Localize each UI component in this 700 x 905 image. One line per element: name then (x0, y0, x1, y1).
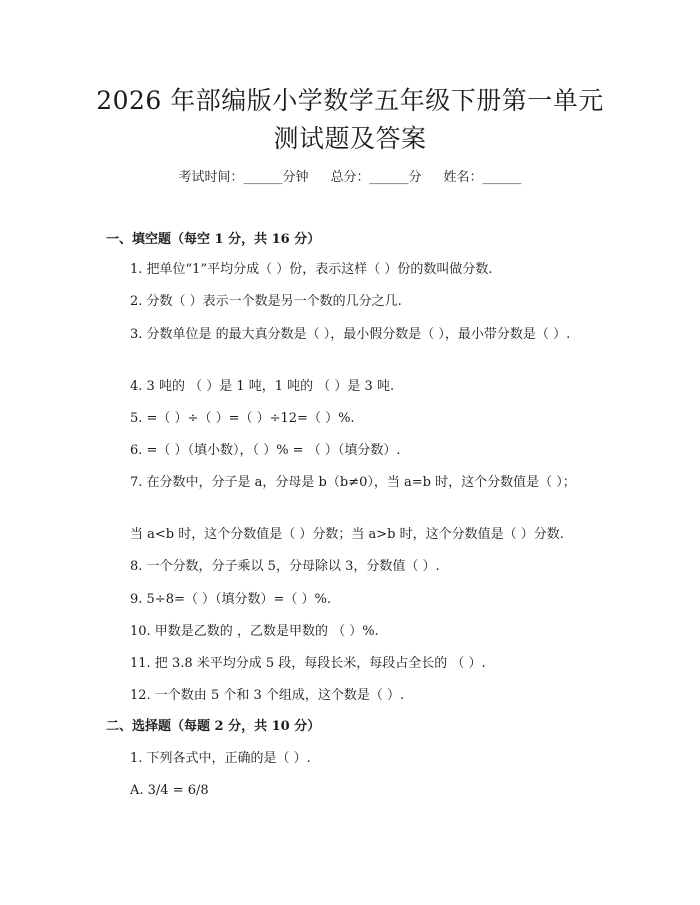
exam-time-label: 考试时间：______分钟 (178, 170, 309, 185)
question-1-1: 1. 把单位“1”平均分成（ ）份，表示这样（ ）份的数叫做分数. (130, 262, 493, 277)
question-1-2: 2. 分数（ ）表示一个数是另一个数的几分之几. (130, 294, 402, 309)
question-2-1-option-a: A. 3/4 = 6/8 (130, 783, 209, 798)
section-1-heading: 一、填空题（每空 1 分，共 16 分） (106, 232, 321, 247)
question-1-12: 12. 一个数由 5 个和 3 个组成，这个数是（ ）. (130, 688, 405, 703)
question-1-7-continued: 当 a<b 时，这个分数值是（ ）分数；当 a>b 时，这个分数值是（ ）分数. (130, 527, 564, 542)
student-name-label: 姓名：______ (443, 170, 522, 185)
document-title (0, 82, 700, 158)
question-1-11: 11. 把 3.8 米平均分成 5 段，每段长米，每段占全长的 （ ）. (130, 656, 486, 671)
question-2-1: 1. 下列各式中，正确的是（ ）. (130, 751, 311, 766)
question-1-9: 9. 5÷8=（ ）（填分数）=（ ）%. (130, 592, 332, 607)
question-1-5: 5. =（ ）÷（ ）=（ ）÷12=（ ）%. (130, 411, 355, 426)
title-line-1: 2026 年部编版小学数学五年级下册第一单元 (96, 86, 604, 115)
question-1-8: 8. 一个分数，分子乘以 5，分母除以 3，分数值（ ）. (130, 559, 440, 574)
exam-meta (0, 168, 700, 188)
question-1-3: 3. 分数单位是 的最大真分数是（ ），最小假分数是（ ），最小带分数是（ ）. (130, 327, 571, 342)
question-1-7: 7. 在分数中，分子是 a，分母是 b（b≠0），当 a=b 时，这个分数值是（ ）； (130, 475, 576, 490)
total-score-label: 总分：______分 (330, 170, 422, 185)
section-2-heading: 二、选择题（每题 2 分，共 10 分） (106, 719, 321, 734)
title-line-2: 测试题及答案 (273, 124, 427, 153)
question-1-6: 6. =（ ）（填小数），（ ）% = （ ）（填分数）. (130, 443, 401, 458)
question-1-4: 4. 3 吨的 （ ）是 1 吨，1 吨的 （ ）是 3 吨. (130, 379, 395, 394)
question-1-10: 10. 甲数是乙数的 ，乙数是甲数的 （ ）%. (130, 624, 379, 639)
